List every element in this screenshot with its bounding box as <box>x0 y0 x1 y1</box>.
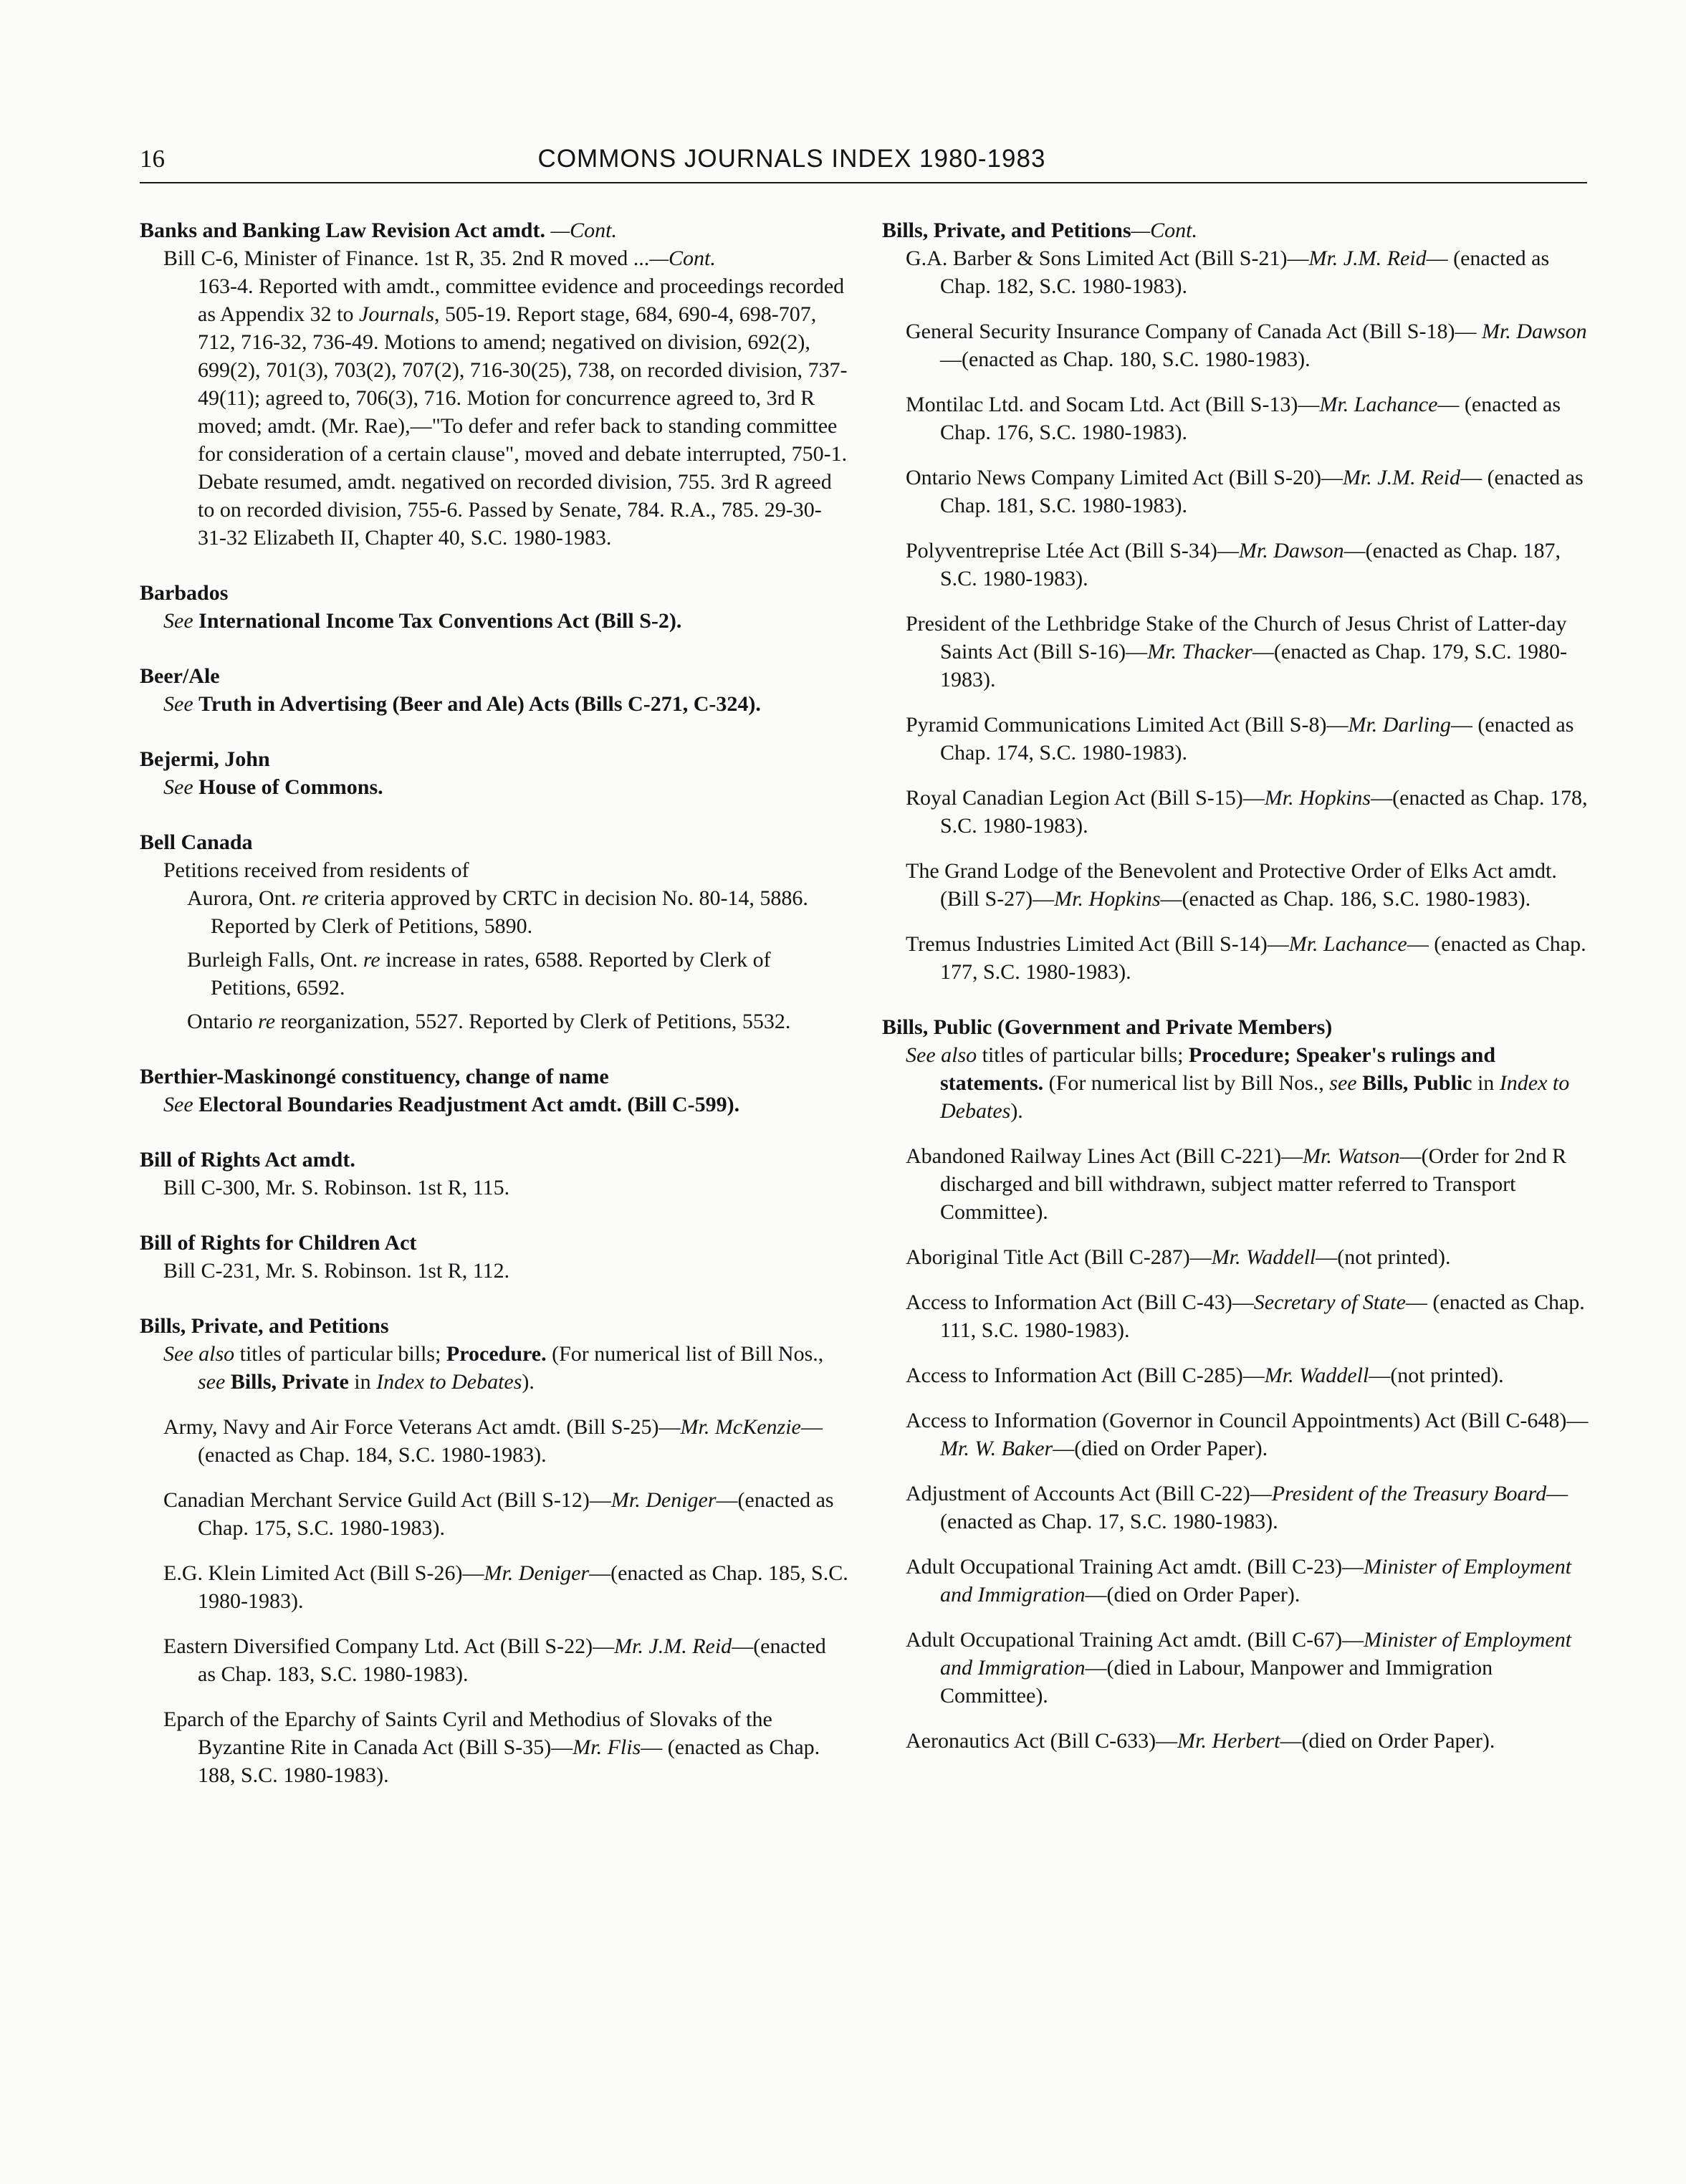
entry-heading: Berthier-Maskinongé constituency, change of name <box>140 1065 609 1088</box>
entry-heading: Bills, Private, and Petitions—Cont. <box>882 219 1198 242</box>
index-entry-bill-of-rights <box>140 1146 849 1202</box>
bill-item: Tremus Industries Limited Act (Bill S-14)—Mr. Lachance— (enacted as Chap. 177, S.C. 1980-1983). <box>906 932 1586 984</box>
entry-heading: Bejermi, John <box>140 747 270 771</box>
see-also-note: See also titles of particular bills; Procedure. (For numerical list of Bill Nos., see Bills, Private in Index to Debates). <box>163 1342 824 1394</box>
entry-line: Petitions received from residents of <box>163 858 469 882</box>
see-also-note: See also titles of particular bills; Procedure; Speaker's rulings and statements. (For numerical list by Bill Nos., see Bills, Public in Index to Debates). <box>906 1043 1570 1123</box>
index-entry-beer-ale <box>140 662 849 718</box>
left-column <box>140 216 849 1816</box>
entry-heading: Beer/Ale <box>140 664 220 688</box>
page-number: 16 <box>140 145 165 173</box>
entry-line: Bill C-300, Mr. S. Robinson. 1st R, 115. <box>163 1176 510 1199</box>
entry-line: Bill C-6, Minister of Finance. 1st R, 35. 2nd R moved ...—Cont. <box>163 246 716 270</box>
entry-heading: Bill of Rights for Children Act <box>140 1231 417 1255</box>
bill-item: Montilac Ltd. and Socam Ltd. Act (Bill S-13)—Mr. Lachance— (enacted as Chap. 176, S.C. 1980-1983). <box>906 393 1561 444</box>
cross-reference: See Electoral Boundaries Readjustment Act amdt. (Bill C-599). <box>163 1093 740 1116</box>
bill-item: Canadian Merchant Service Guild Act (Bill S-12)—Mr. Deniger—(enacted as Chap. 175, S.C. 1980-1983). <box>163 1488 834 1540</box>
index-entry-barbados <box>140 579 849 635</box>
entry-line: Bill C-231, Mr. S. Robinson. 1st R, 112. <box>163 1259 510 1283</box>
bill-item: Aboriginal Title Act (Bill C-287)—Mr. Waddell—(not printed). <box>906 1245 1451 1269</box>
index-entry-bills-public <box>882 1013 1591 1755</box>
bill-item: Access to Information Act (Bill C-43)—Secretary of State— (enacted as Chap. 111, S.C. 1980-1983). <box>906 1290 1585 1342</box>
bill-item: Access to Information Act (Bill C-285)—Mr. Waddell—(not printed). <box>906 1364 1504 1387</box>
right-column <box>882 216 1591 1782</box>
index-entry-bills-private-cont <box>882 216 1591 986</box>
entry-heading: Bell Canada <box>140 830 253 854</box>
bill-item: Access to Information (Governor in Council Appointments) Act (Bill C-648)—Mr. W. Baker—(died on Order Paper). <box>906 1409 1589 1460</box>
entry-heading: Banks and Banking Law Revision Act amdt. —Cont. <box>140 219 618 242</box>
index-entry-bejermi <box>140 745 849 801</box>
bill-item: G.A. Barber & Sons Limited Act (Bill S-21)—Mr. J.M. Reid— (enacted as Chap. 182, S.C. 1980-1983). <box>906 246 1550 298</box>
cross-reference: See International Income Tax Conventions Act (Bill S-2). <box>163 609 682 633</box>
entry-body: 163-4. Reported with amdt., committee evidence and proceedings recorded as Appendix 32 to Journals, 505-19. Report stage, 684, 690-4, 698-707, 712, 716-32, 736-49. Motions to amend; negatived on division, 692(2), 699(2), 701(3), 703(2), 707(2), 716-30(25), 738, on recorded division, 737-49(11); agreed to, 706(3), 716. Motion for concurrence agreed to, 3rd R moved; amdt. (Mr. Rae),—"To defer and refer back to standing committee for consideration of a certain clause", moved and debate interrupted, 750-1. Debate resumed, amdt. negatived on recorded division, 755. 3rd R agreed to on recorded division, 755-6. Passed by Senate, 784. R.A., 785. 29-30-31-32 Elizabeth II, Chapter 40, S.C. 1980-1983. <box>198 274 848 550</box>
bill-item: Polyventreprise Ltée Act (Bill S-34)—Mr. Dawson—(enacted as Chap. 187, S.C. 1980-1983). <box>906 539 1561 590</box>
bill-item: Army, Navy and Air Force Veterans Act amdt. (Bill S-25)—Mr. McKenzie—(enacted as Chap. 184, S.C. 1980-1983). <box>163 1415 823 1467</box>
running-title: COMMONS JOURNALS INDEX 1980-1983 <box>537 145 1046 173</box>
bill-item: The Grand Lodge of the Benevolent and Protective Order of Elks Act amdt. (Bill S-27)—Mr. Hopkins—(enacted as Chap. 186, S.C. 1980-1983). <box>906 859 1557 911</box>
bill-item: Eastern Diversified Company Ltd. Act (Bill S-22)—Mr. J.M. Reid—(enacted as Chap. 183, S.C. 1980-1983). <box>163 1634 826 1686</box>
bill-item: E.G. Klein Limited Act (Bill S-26)—Mr. Deniger—(enacted as Chap. 185, S.C. 1980-1983). <box>163 1561 848 1613</box>
entry-heading: Bills, Public (Government and Private Members) <box>882 1015 1333 1039</box>
bill-item: Adjustment of Accounts Act (Bill C-22)—President of the Treasury Board—(enacted as Chap. 17, S.C. 1980-1983). <box>906 1482 1568 1533</box>
bill-item: Royal Canadian Legion Act (Bill S-15)—Mr. Hopkins—(enacted as Chap. 178, S.C. 1980-1983). <box>906 786 1588 838</box>
cross-reference: See Truth in Advertising (Beer and Ale) Acts (Bills C-271, C-324). <box>163 692 761 716</box>
index-entry-bill-of-rights-children <box>140 1229 849 1285</box>
bill-item: President of the Lethbridge Stake of the Church of Jesus Christ of Latter-day Saints Act (Bill S-16)—Mr. Thacker—(enacted as Chap. 179, S.C. 1980-1983). <box>906 612 1567 691</box>
bill-item: General Security Insurance Company of Canada Act (Bill S-18)— Mr. Dawson—(enacted as Chap. 180, S.C. 1980-1983). <box>906 320 1587 371</box>
bill-item: Adult Occupational Training Act amdt. (Bill C-23)—Minister of Employment and Immigration—(died on Order Paper). <box>906 1555 1572 1606</box>
entry-heading: Barbados <box>140 581 229 605</box>
entry-heading: Bill of Rights Act amdt. <box>140 1148 355 1172</box>
bill-item: Pyramid Communications Limited Act (Bill S-8)—Mr. Darling— (enacted as Chap. 174, S.C. 1980-1983). <box>906 713 1574 765</box>
petition-item: Ontario re reorganization, 5527. Reported by Clerk of Petitions, 5532. <box>187 1010 791 1033</box>
page-header <box>140 140 1587 183</box>
index-entry-berthier <box>140 1063 849 1119</box>
index-entry-banks <box>140 216 849 552</box>
bill-item: Abandoned Railway Lines Act (Bill C-221)—Mr. Watson—(Order for 2nd R discharged and bill withdrawn, subject matter referred to Transport Committee). <box>906 1144 1567 1224</box>
index-entry-bills-private <box>140 1312 849 1789</box>
index-entry-bell-canada <box>140 828 849 1035</box>
bill-item: Ontario News Company Limited Act (Bill S-20)—Mr. J.M. Reid— (enacted as Chap. 181, S.C. 1980-1983). <box>906 466 1584 517</box>
petition-item: Burleigh Falls, Ont. re increase in rates, 6588. Reported by Clerk of Petitions, 6592. <box>187 948 771 1000</box>
bill-item: Eparch of the Eparchy of Saints Cyril and Methodius of Slovaks of the Byzantine Rite in Canada Act (Bill S-35)—Mr. Flis— (enacted as Chap. 188, S.C. 1980-1983). <box>163 1708 820 1787</box>
bill-item: Aeronautics Act (Bill C-633)—Mr. Herbert—(died on Order Paper). <box>906 1729 1495 1753</box>
bill-item: Adult Occupational Training Act amdt. (Bill C-67)—Minister of Employment and Immigration—(died in Labour, Manpower and Immigration Committee). <box>906 1628 1572 1708</box>
cross-reference: See House of Commons. <box>163 775 383 799</box>
petition-item: Aurora, Ont. re criteria approved by CRTC in decision No. 80-14, 5886. Reported by Clerk of Petitions, 5890. <box>187 886 808 938</box>
entry-heading: Bills, Private, and Petitions <box>140 1314 389 1338</box>
